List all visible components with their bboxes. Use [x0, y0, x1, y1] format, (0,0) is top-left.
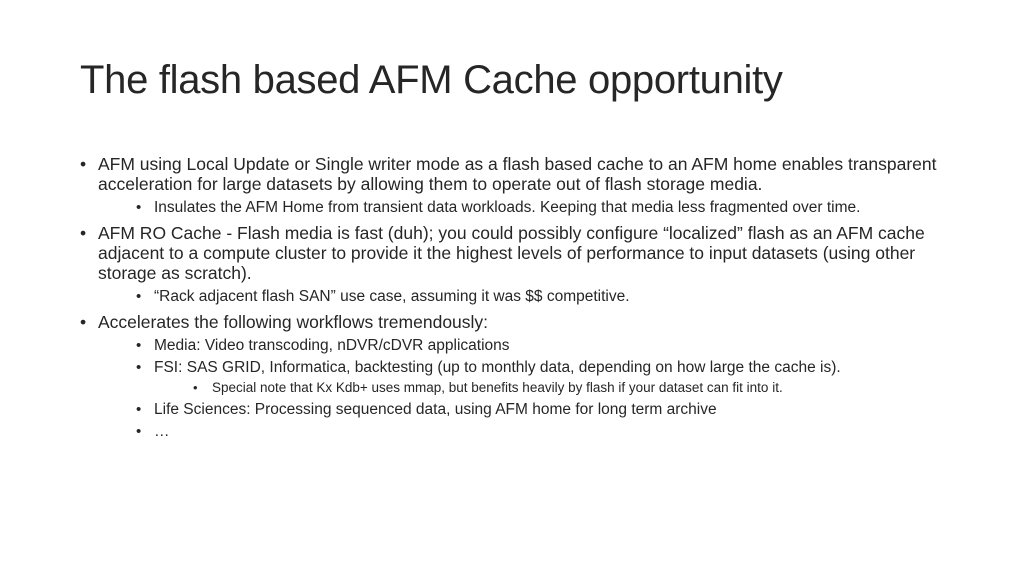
bullet-icon: •: [136, 288, 142, 305]
sub-bullet-item: [136, 288, 950, 305]
bullet-list: [80, 154, 950, 440]
bullet-icon: •: [136, 401, 142, 418]
sub-bullet-item: [136, 401, 950, 418]
sub-bullet-text: Insulates the AFM Home from transient data workloads. Keeping that media less fragmented over time.: [154, 199, 861, 216]
sub-bullet-text: “Rack adjacent flash SAN” use case, assuming it was $$ competitive.: [154, 288, 630, 305]
bullet-item: [80, 154, 950, 216]
bullet-icon: •: [136, 337, 142, 354]
sub-sub-bullet-list: [154, 380, 950, 396]
sub-bullet-text: …: [154, 423, 170, 440]
bullet-text: Accelerates the following workflows tremendously:: [98, 312, 489, 332]
bullet-text: AFM using Local Update or Single writer mode as a flash based cache to an AFM home enables transparent acceleration for large datasets by allowing them to operate out of flash storage media.: [98, 154, 937, 194]
bullet-icon: •: [136, 423, 142, 440]
slide-title: The flash based AFM Cache opportunity: [80, 58, 783, 102]
slide-body: [80, 154, 950, 440]
bullet-item: [80, 312, 950, 440]
sub-sub-bullet-text: Special note that Kx Kdb+ uses mmap, but benefits heavily by flash if your dataset can fit into it.: [212, 380, 783, 395]
bullet-icon: •: [80, 154, 87, 174]
sub-bullet-text: Media: Video transcoding, nDVR/cDVR applications: [154, 337, 510, 354]
sub-bullet-list: [98, 337, 950, 440]
sub-bullet-text: FSI: SAS GRID, Informatica, backtesting (up to monthly data, depending on how large the cache is).: [154, 359, 841, 376]
sub-bullet-item: [136, 337, 950, 354]
sub-bullet-item: [136, 359, 950, 396]
sub-sub-bullet-item: [193, 380, 950, 396]
bullet-icon: •: [80, 312, 87, 332]
sub-bullet-item: [136, 199, 950, 216]
bullet-text: AFM RO Cache - Flash media is fast (duh); you could possibly configure “localized” flash as an AFM cache adjacent to a compute cluster to provide it the highest levels of performance to input datasets (using other storage as scratch).: [98, 223, 925, 283]
sub-bullet-item: [136, 423, 950, 440]
sub-bullet-list: [98, 288, 950, 305]
bullet-icon: •: [136, 199, 142, 216]
bullet-item: [80, 223, 950, 305]
bullet-icon: •: [80, 223, 87, 243]
sub-bullet-text: Life Sciences: Processing sequenced data, using AFM home for long term archive: [154, 401, 717, 418]
sub-bullet-list: [98, 199, 950, 216]
bullet-icon: •: [193, 380, 198, 395]
bullet-icon: •: [136, 359, 142, 376]
